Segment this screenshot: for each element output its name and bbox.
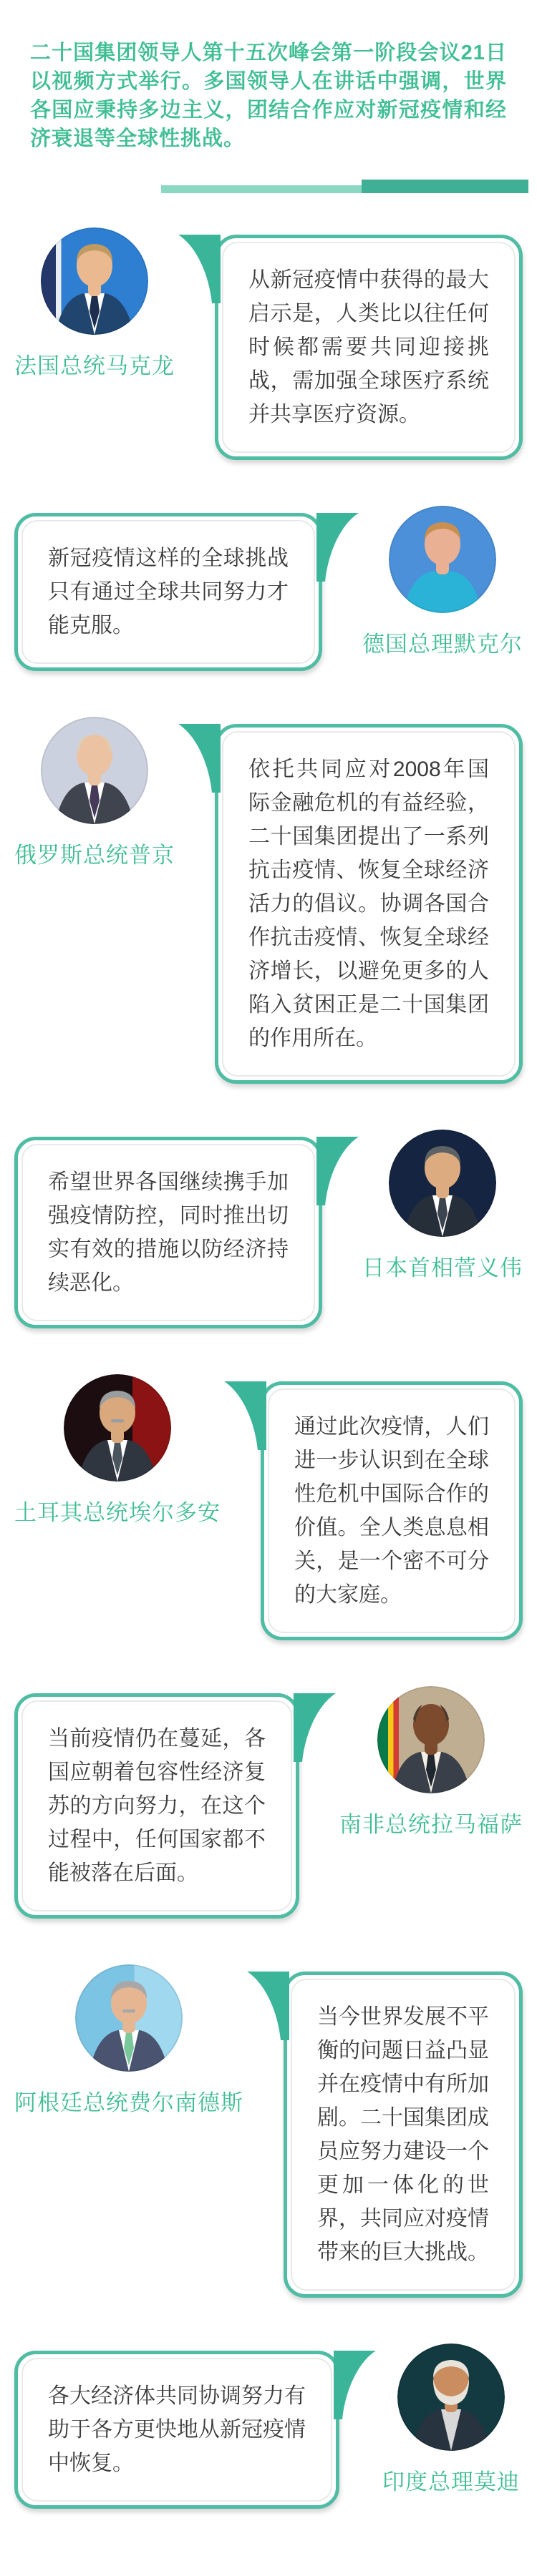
leader-avatar-column — [362, 506, 523, 658]
quote-text: 依托共同应对2008年国际金融危机的有益经验，二十国集团提出了一系列抗击疫情、恢复全球经济活力的倡议。协调各国合作抗击疫情、恢复全球经济增长，以避免更多的人陷入贫困正是二十国集团的作用所在。 — [248, 758, 489, 1050]
leader-name-label: 日本首相菅义伟 — [362, 1255, 523, 1280]
leader-row — [14, 717, 523, 1084]
leader-avatar — [389, 1130, 496, 1237]
speech-bubble — [14, 2351, 339, 2509]
leader-avatar-column — [339, 1686, 523, 1838]
portrait-illustration — [64, 1374, 171, 1482]
portrait-illustration — [389, 506, 496, 613]
leader-avatar-column — [14, 717, 175, 869]
divider-light-bar — [161, 185, 362, 193]
leader-avatar-column — [14, 1964, 243, 2117]
speech-bubble-tail-icon — [247, 1972, 289, 2040]
divider-dark-bar — [362, 180, 528, 193]
speech-bubble — [14, 1693, 299, 1919]
quote-text: 新冠疫情这样的全球挑战只有通过全球共同努力才能克服。 — [48, 547, 289, 637]
speech-bubble — [14, 1137, 322, 1328]
leader-row — [14, 1130, 523, 1328]
leader-avatar — [41, 227, 148, 335]
portrait-illustration — [41, 717, 148, 824]
portrait-illustration — [397, 2344, 505, 2451]
leader-name-label: 法国总统马克龙 — [14, 353, 175, 378]
leader-avatar-column — [14, 227, 175, 380]
leader-avatar — [64, 1374, 171, 1482]
leader-row — [14, 1964, 523, 2298]
section-divider — [14, 179, 523, 193]
quote-text: 各大经济体共同协调努力有助于各方更快地从新冠疫情中恢复。 — [48, 2384, 306, 2475]
speech-bubble-tail-icon — [316, 1137, 359, 1205]
portrait-illustration — [41, 227, 148, 335]
leader-name-label: 土耳其总统埃尔多安 — [14, 1500, 221, 1525]
leader-row — [14, 227, 523, 460]
intro-text: 二十国集团领导人第十五次峰会第一阶段会议21日以视频方式举行。多国领导人在讲话中强调，世界各国应秉持多边主义，团结合作应对新冠疫情和经济衰退等全球性挑战。 — [30, 41, 507, 150]
leader-name-label: 阿根廷总统费尔南德斯 — [14, 2090, 243, 2115]
quote-text: 从新冠疫情中获得的最大启示是，人类比以往任何时候都需要共同迎接挑战，需加强全球医疗系统并共享医疗资源。 — [248, 268, 489, 426]
leader-row — [14, 506, 523, 671]
speech-bubble-tail-icon — [178, 235, 221, 303]
portrait-illustration — [377, 1686, 485, 1793]
leader-row — [14, 1374, 523, 1640]
leader-name-label: 印度总理莫迪 — [382, 2469, 520, 2494]
quote-text: 当今世界发展不平衡的问题日益凸显并在疫情中有所加剧。二十国集团成员应努力建设一个更加一体化的世界，共同应对疫情带来的巨大挑战。 — [317, 2005, 489, 2264]
speech-bubble-tail-icon — [294, 1693, 336, 1762]
leader-avatar — [397, 2344, 505, 2451]
leader-avatar — [41, 717, 148, 824]
speech-bubble — [261, 1381, 523, 1640]
quote-text: 希望世界各国继续携手加强疫情防控，同时推出切实有效的措施以防经济持续恶化。 — [48, 1170, 289, 1295]
leader-avatar-column — [14, 1374, 221, 1527]
leader-row — [14, 1686, 523, 1919]
quote-text: 当前疫情仍在蔓延，各国应朝着包容性经济复苏的方向努力，在这个过程中，任何国家都不能被落在后面。 — [48, 1727, 266, 1885]
quote-text: 通过此次疫情，人们进一步认识到在全球性危机中国际合作的价值。全人类息息相关，是一个密不可分的大家庭。 — [294, 1415, 489, 1607]
leader-row — [14, 2344, 523, 2509]
speech-bubble-tail-icon — [334, 2351, 376, 2419]
leader-name-label: 德国总理默克尔 — [362, 632, 523, 657]
leader-avatar-column — [362, 1130, 523, 1282]
portrait-illustration — [75, 1964, 183, 2072]
speech-bubble — [284, 1972, 523, 2298]
speech-bubble-tail-icon — [316, 513, 359, 582]
leader-quote-list — [14, 227, 523, 2509]
leader-name-label: 南非总统拉马福萨 — [339, 1812, 523, 1837]
speech-bubble — [215, 235, 523, 460]
portrait-illustration — [389, 1130, 496, 1237]
speech-bubble-tail-icon — [178, 724, 221, 793]
speech-bubble — [215, 724, 523, 1084]
leader-avatar — [389, 506, 496, 613]
leader-avatar — [377, 1686, 485, 1793]
speech-bubble-tail-icon — [224, 1381, 266, 1450]
leader-avatar — [75, 1964, 183, 2072]
speech-bubble — [14, 513, 322, 671]
leader-avatar-column — [379, 2344, 523, 2496]
leader-name-label: 俄罗斯总统普京 — [14, 843, 175, 868]
